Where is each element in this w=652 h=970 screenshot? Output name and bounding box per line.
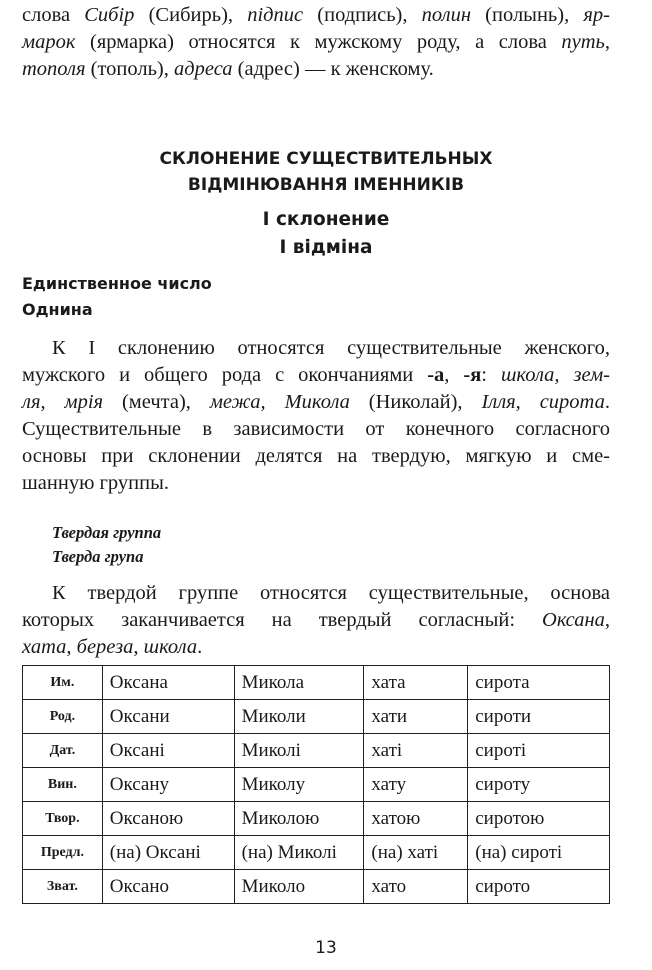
table-cell: Оксана [102,666,234,700]
table-cell: Оксані [102,734,234,768]
case-label: Им. [23,666,103,700]
table-cell: Миколи [234,700,364,734]
number-heading-line: Однина [22,300,93,319]
table-cell: Миколою [234,802,364,836]
table-cell: хатою [364,802,468,836]
table-cell: Оксано [102,870,234,904]
desc-line: ля, мрія (мечта), межа, Микола (Николай), Ілля, сирота. [22,391,610,413]
table-cell: Миколу [234,768,364,802]
table-row [23,870,610,904]
table-cell: хата [364,666,468,700]
group-heading-line: Твердая группа [52,523,162,542]
declension-title [0,206,652,262]
group-heading [52,521,161,569]
case-label: Предл. [23,836,103,870]
table-cell: сироті [468,734,610,768]
table-cell: сиротою [468,802,610,836]
table-cell: Миколі [234,734,364,768]
section-title-line: СКЛОНЕНИЕ СУЩЕСТВИТЕЛЬНЫХ [159,149,493,169]
table-cell: сироти [468,700,610,734]
group-description [22,580,610,661]
table-cell: хати [364,700,468,734]
declension-title-line: I відміна [279,237,373,258]
table-cell: (на) сироті [468,836,610,870]
intro-line: слова Сибір (Сибирь), підпис (подпись), полин (полынь), яр- [22,4,610,26]
table-cell: сирота [468,666,610,700]
table-row [23,768,610,802]
intro-line: марок (ярмарка) относятся к мужскому роду, а слова путь, [22,31,610,53]
group-heading-line: Тверда група [52,547,144,566]
table-cell: сирото [468,870,610,904]
table-row [23,700,610,734]
table-cell: сироту [468,768,610,802]
table-row [23,734,610,768]
declension-title-line: I склонение [262,209,390,230]
case-label: Дат. [23,734,103,768]
page-number: 13 [315,938,337,958]
table-cell: хату [364,768,468,802]
desc-line: Существительные в зависимости от конечного согласного [22,418,610,440]
table-row [23,802,610,836]
number-heading-line: Единственное число [22,274,212,293]
group-desc-line: К твердой группе относятся существительные, основа [52,582,610,604]
table-cell: (на) Миколі [234,836,364,870]
group-desc-line: хата, береза, школа. [22,636,203,658]
desc-line: шанную группы. [22,472,169,494]
table-row [23,836,610,870]
declension-table [22,665,610,904]
section-title [0,146,652,198]
table-cell: Миколо [234,870,364,904]
desc-line: мужского и общего рода с окончаниями -а, -я: школа, зем- [22,364,610,386]
table-cell: Микола [234,666,364,700]
desc-line: К I склонению относятся существительные женского, [52,337,610,359]
desc-line: основы при склонении делятся на твердую, мягкую и сме- [22,445,610,467]
number-heading [22,271,212,323]
section-title-line: ВІДМІНЮВАННЯ ІМЕННИКІВ [187,175,465,195]
table-cell: Оксану [102,768,234,802]
case-label: Род. [23,700,103,734]
table-cell: хаті [364,734,468,768]
table-cell: (на) Оксані [102,836,234,870]
case-label: Вин. [23,768,103,802]
table-cell: (на) хаті [364,836,468,870]
table-cell: Оксани [102,700,234,734]
case-label: Зват. [23,870,103,904]
case-label: Твор. [23,802,103,836]
table-cell: Оксаною [102,802,234,836]
intro-paragraph [22,2,610,83]
table-cell: хато [364,870,468,904]
intro-line: тополя (тополь), адреса (адрес) — к женскому. [22,58,434,80]
declension-description [22,335,610,497]
group-desc-line: которых заканчивается на твердый согласный: Оксана, [22,609,610,631]
table-row [23,666,610,700]
